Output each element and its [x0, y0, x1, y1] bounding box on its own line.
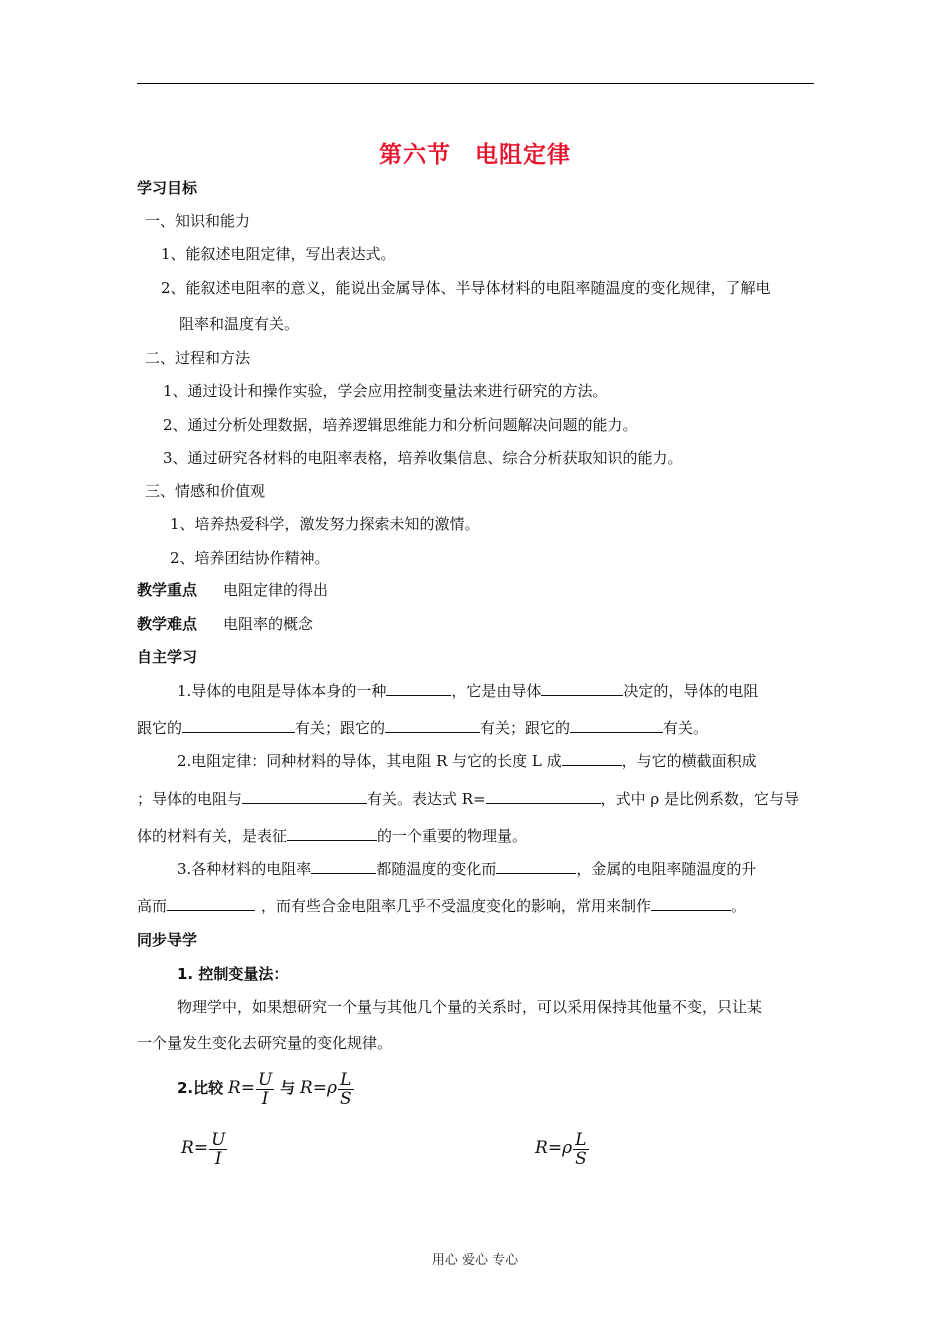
fraction-l-over-s: $\frac{L}{S}$ — [339, 1069, 352, 1109]
question-3-line-1: 3.各种材料的电阻率 都随温度的变化而 ，金属的电阻率随温度的升 — [177, 860, 757, 878]
objective-item: 3、通过研究各材料的电阻率表格，培养收集信息、综合分析获取知识的能力。 — [163, 449, 683, 467]
header-rule — [137, 83, 814, 84]
objective-item: 1、通过设计和操作实验，学会应用控制变量法来进行研究的方法。 — [163, 382, 608, 400]
fill-blank[interactable] — [386, 681, 451, 696]
fraction-u-over-i: $\frac{U}{I}$ — [257, 1069, 273, 1109]
objective-item: 2、培养团结协作精神。 — [170, 549, 330, 567]
fill-blank[interactable] — [651, 896, 731, 911]
objective-item-continued: 阻率和温度有关。 — [179, 315, 300, 333]
objectives-heading: 学习目标 — [137, 179, 198, 197]
section-process: 二、过程和方法 — [145, 349, 251, 367]
question-2-line-1: 2.电阻定律：同种材料的导体，其电阻 R 与它的长度 L 成 ，与它的横截面积成 — [177, 752, 757, 770]
fill-blank[interactable] — [311, 859, 376, 874]
guide-heading: 同步导学 — [137, 931, 198, 949]
question-2-line-2: ；导体的电阻与 有关。表达式 R= ，式中 ρ 是比例系数，它与导 — [137, 790, 800, 808]
guide-point-1-text-continued: 一个量发生变化去研究量的变化规律。 — [137, 1034, 393, 1052]
objective-item: 1、培养热爱科学，激发努力探索未知的激情。 — [170, 515, 480, 533]
section-values: 三、情感和价值观 — [145, 482, 266, 500]
formula-resistivity: R=ρ $\frac{L}{S}$ — [535, 1129, 587, 1169]
fill-blank[interactable] — [562, 751, 622, 766]
guide-point-1-text: 物理学中，如果想研究一个量与其他几个量的关系时，可以采用保持其他量不变，只让某 — [177, 998, 763, 1016]
question-1-line-2: 跟它的 有关；跟它的 有关；跟它的 有关。 — [137, 719, 709, 737]
fill-blank[interactable] — [167, 896, 255, 911]
self-study-heading: 自主学习 — [137, 648, 198, 666]
fill-blank[interactable] — [541, 681, 623, 696]
objective-item: 1、能叙述电阻定律，写出表达式。 — [161, 245, 396, 263]
difficulty-label: 教学难点 — [137, 615, 198, 633]
question-1-line-1: 1.导体的电阻是导体本身的一种 ，它是由导体 决定的，导体的电阻 — [177, 682, 759, 700]
comparison-heading: 2.比较 R= $\frac{U}{I}$ 与 R=ρ $\frac{L}{S}$ — [177, 1069, 352, 1109]
page-footer: 用心 爱心 专心 — [431, 1253, 519, 1268]
objective-item: 2、通过分析处理数据，培养逻辑思维能力和分析问题解决问题的能力。 — [163, 416, 638, 434]
fraction-u-over-i: $\frac{U}{I}$ — [211, 1129, 226, 1169]
fraction-l-over-s: $\frac{L}{S}$ — [575, 1129, 587, 1169]
section-knowledge: 一、知识和能力 — [145, 212, 251, 230]
key-point-row — [137, 580, 328, 600]
fill-blank[interactable] — [570, 718, 663, 733]
guide-point-1-title: 1. 控制变量法： — [177, 965, 289, 983]
fill-blank[interactable] — [242, 789, 367, 804]
fill-blank[interactable] — [182, 718, 295, 733]
key-point-text: 电阻定律的得出 — [223, 581, 329, 599]
question-2-line-3: 体的材料有关，是表征 的一个重要的物理量。 — [137, 827, 528, 845]
objective-item: 2、能叙述电阻率的意义，能说出金属导体、半导体材料的电阻率随温度的变化规律，了解电 — [161, 279, 771, 297]
fill-blank[interactable] — [496, 859, 576, 874]
fill-blank[interactable] — [486, 789, 601, 804]
formula-ohm: R= $\frac{U}{I}$ — [181, 1129, 226, 1169]
fill-blank[interactable] — [385, 718, 480, 733]
key-point-label: 教学重点 — [137, 581, 198, 599]
fill-blank[interactable] — [287, 826, 377, 841]
difficulty-row — [137, 614, 313, 634]
question-3-line-2: 高而 ，而有些合金电阻率几乎不受温度变化的影响，常用来制作 。 — [137, 897, 747, 915]
page-title: 第六节 电阻定律 — [379, 142, 571, 168]
difficulty-text: 电阻率的概念 — [223, 615, 314, 633]
